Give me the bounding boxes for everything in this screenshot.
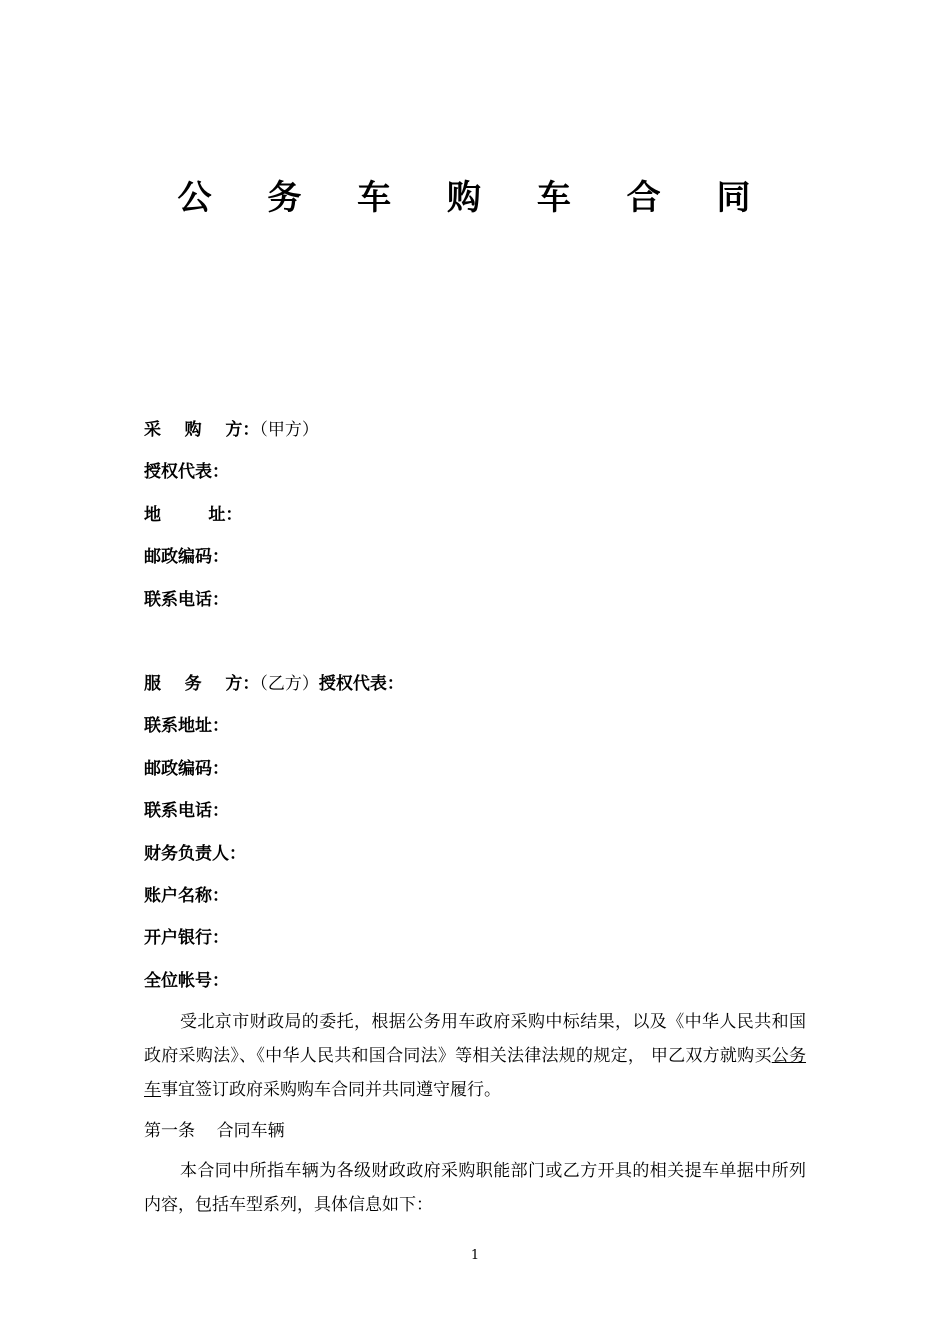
- contract-title: 公 务 车 购 车 合 同: [177, 178, 773, 218]
- intro-text-1: 受北京市财政局的委托，根据公务用车政府采购中标结果，以及《中华人民共和国政府采购法》、《中华人民共和国合同法》等相关法律法规的规定， 甲乙双方就购买: [144, 1012, 806, 1066]
- page-number: 1: [470, 1248, 480, 1263]
- party-a-line: [144, 417, 319, 443]
- party-b-tag: （乙方）: [259, 674, 319, 694]
- party-a-phone: 联系电话：: [144, 590, 229, 610]
- party-b-rep: 授权代表：: [318, 674, 404, 694]
- party-a-postcode: 邮政编码：: [144, 547, 229, 567]
- party-b-account-name: 账户名称：: [144, 886, 229, 906]
- party-a-address: 地 址：: [144, 505, 243, 525]
- party-b-line: [144, 671, 404, 697]
- party-b-phone: 联系电话：: [144, 801, 229, 821]
- party-a-rep: 授权代表：: [144, 462, 229, 482]
- intro-paragraph: [144, 1005, 806, 1107]
- party-b-bank: 开户银行：: [144, 928, 229, 948]
- article-1-body: 本合同中所指车辆为各级财政政府采购职能部门或乙方开具的相关提车单据中所列内容，包括车型系列，具体信息如下：: [144, 1161, 806, 1215]
- party-b-address: 联系地址：: [144, 716, 229, 736]
- party-b-finance: 财务负责人：: [144, 844, 246, 864]
- party-b-account-no: 全位帐号：: [144, 971, 229, 991]
- intro-underlined: 公务车: [144, 1046, 807, 1100]
- intro-text-2: 事宜签订政府采购购车合同并共同遵守履行。: [161, 1080, 501, 1100]
- party-a-tag: （甲方）: [259, 420, 319, 440]
- party-a-label: 采 购 方：: [144, 420, 260, 440]
- party-b-label: 服 务 方：: [144, 674, 260, 694]
- article-1-heading: 第一条 合同车辆: [144, 1121, 285, 1141]
- party-b-postcode: 邮政编码：: [144, 759, 229, 779]
